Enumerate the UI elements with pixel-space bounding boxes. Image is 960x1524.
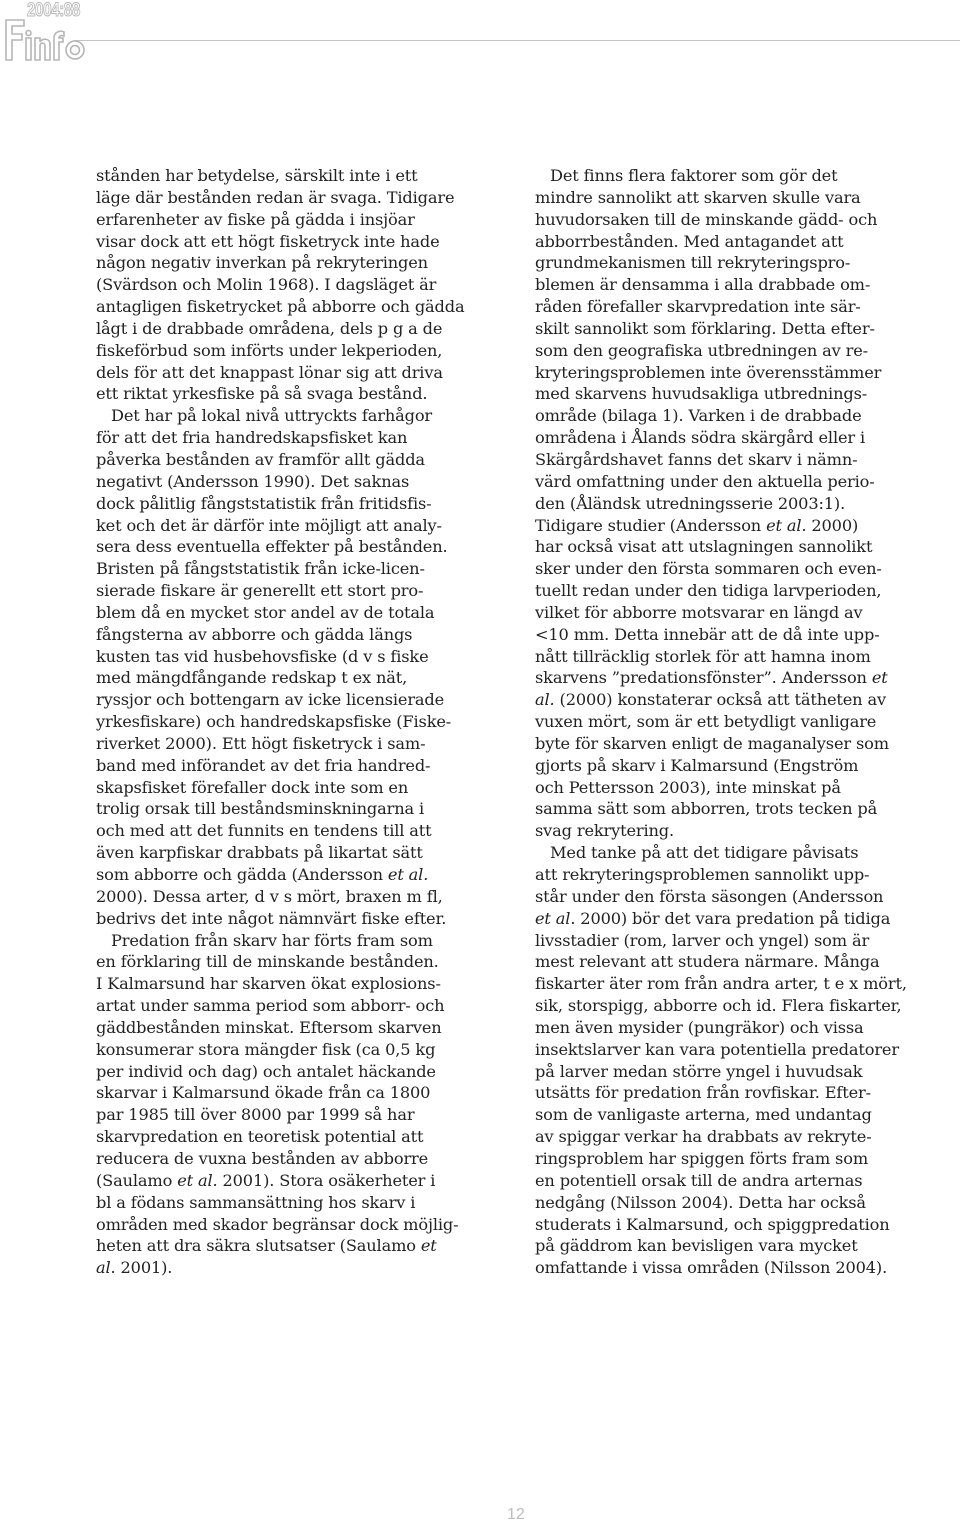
text-line: råden förefaller skarvpredation inte sär- [535,297,861,317]
text-line: gjorts på skarv i Kalmarsund (Engström [535,755,859,775]
text-line: konsumerar stora mängder fisk (ca 0,5 kg [96,1039,436,1059]
text-line: skapsfisket förefaller dock inte som en [96,777,409,797]
text-line: ett riktat yrkesfiske på så svaga bestånd. [96,384,428,404]
text-line: skarvar i Kalmarsund ökade från ca 1800 [96,1083,431,1103]
text-line: et al. 2000) bör det vara predation på tidiga [535,908,891,928]
text-line: skarvpredation en teoretisk potential att [96,1127,424,1147]
text-line: någon negativ inverkan på rekryteringen [96,253,428,273]
text-line: skilt sannolikt som förklaring. Detta efter- [535,318,875,338]
text-line: <10 mm. Detta innebär att de då inte upp- [535,624,880,644]
text-line: kusten tas vid husbehovsfiske (d v s fiske [96,646,429,666]
text-line: riverket 2000). Ett högt fisketryck i sam- [96,733,426,753]
text-line: studerats i Kalmarsund, och spiggpredation [535,1214,890,1234]
text-line: blem då en mycket stor andel av de totala [96,602,435,622]
text-line: kryteringsproblemen inte överensstämmer [535,362,882,382]
text-line: ringsproblem har spiggen förts fram som [535,1148,869,1168]
text-line: 2000). Dessa arter, d v s mört, braxen m fl, [96,886,443,906]
text-line: men även mysider (pungräkor) och vissa [535,1017,864,1037]
text-line: område (bilaga 1). Varken i de drabbade [535,406,862,426]
header-rule [74,40,960,41]
text-line: områden med skador begränsar dock möjlig- [96,1214,459,1234]
text-line: trolig orsak till beståndsminskningarna i [96,799,425,819]
text-line: på gäddrom kan bevisligen vara mycket [535,1236,858,1256]
text-line: yrkesfiskare) och handredskapsfiske (Fiske- [96,712,452,732]
text-line: grundmekanismen till rekryteringspro- [535,253,851,273]
text-line: som de vanligaste arterna, med undantag [535,1105,872,1125]
text-line: Med tanke på att det tidigare påvisats [535,843,859,863]
text-line: nedgång (Nilsson 2004). Detta har också [535,1192,866,1212]
text-line: mindre sannolikt att skarven skulle vara [535,187,861,207]
text-line: står under den första säsongen (Andersson [535,886,884,906]
text-line: även karpfiskar drabbats på likartat sätt [96,843,423,863]
text-line: områdena i Ålands södra skärgård eller i [535,428,866,448]
text-line: för att det fria handredskapsfisket kan [96,428,408,448]
text-line: gäddbestånden minskat. Eftersom skarven [96,1017,442,1037]
text-line: dels för att det knappast lönar sig att driva [96,362,443,382]
text-line: påverka bestånden av framför allt gädda [96,449,425,469]
text-line: huvudorsaken till de minskande gädd- och [535,209,878,229]
header [0,0,960,70]
text-line: stånden har betydelse, särskilt inte i ett [96,166,418,185]
text-line: Predation från skarv har förts fram som [96,930,433,950]
text-line: al. (2000) konstaterar också att tätheten av [535,690,886,710]
issue-number: 2004:88 [27,0,80,21]
text-line: med mängdfångande redskap t ex nät, [96,668,408,688]
text-line: dock pålitlig fångststatistik från fritidsfis- [96,493,432,513]
page-number: 12 [507,1506,525,1523]
text-line: nått tillräcklig storlek för att hamna inom [535,646,871,666]
text-line: sera dess eventuella effekter på bestånden. [96,537,448,557]
text-line: bedrivs det inte något nämnvärt fiske efter. [96,908,447,928]
text-line: utsätts för predation från rovfiskar. Efter- [535,1083,871,1103]
text-line: fiskarter äter rom från andra arter, t e x mört, [535,974,907,994]
text-line: den (Åländsk utredningsserie 2003:1). [535,493,846,513]
text-line: abborrbestånden. Med antagandet att [535,231,844,251]
text-line: vilket för abborre motsvarar en längd av [535,602,863,622]
left-column [96,165,516,1279]
text-line: fiskeförbud som införts under lekperioden, [96,340,443,360]
text-line: ket och det är därför inte möjligt att analy- [96,515,442,535]
text-line: par 1985 till över 8000 par 1999 så har [96,1105,415,1125]
text-line: sker under den första sommaren och even- [535,559,882,579]
text-line: reducera de vuxna bestånden av abborre [96,1148,429,1168]
text-line: läge där bestånden redan är svaga. Tidigare [96,187,455,207]
text-line: I Kalmarsund har skarven ökat explosions- [96,974,441,994]
text-line: blemen är densamma i alla drabbade om- [535,275,871,295]
finfo-logo [0,8,90,68]
text-line: omfattande i vissa områden (Nilsson 2004). [535,1258,888,1278]
text-line: artat under samma period som abborr- och [96,996,445,1016]
text-line: byte för skarven enligt de maganalyser som [535,733,889,753]
text-line: livsstadier (rom, larver och yngel) som är [535,930,870,950]
text-line: svag rekrytering. [535,821,675,841]
text-line: (Svärdson och Molin 1968). I dagsläget är [96,275,437,295]
text-line: en potentiell orsak till de andra arternas [535,1170,863,1190]
text-line: (Saulamo et al. 2001). Stora osäkerheter i [96,1170,436,1190]
text-line: lågt i de drabbade områdena, dels p g a de [96,318,443,338]
text-line: tuellt redan under den tidiga larvperioden, [535,581,882,601]
text-line: en förklaring till de minskande bestånden. [96,952,439,972]
text-line: Skärgårdshavet fanns det skarv i nämn- [535,449,858,469]
text-line: negativt (Andersson 1990). Det saknas [96,471,410,491]
text-line: visar dock att ett högt fisketryck inte hade [96,231,440,251]
text-line: Det finns flera faktorer som gör det [535,166,838,185]
text-line: att rekryteringsproblemen sannolikt upp- [535,865,870,884]
text-line: mest relevant att studera närmare. Många [535,952,880,972]
text-line: Det har på lokal nivå uttryckts farhågor [96,406,433,426]
text-line: Tidigare studier (Andersson et al. 2000) [535,515,859,535]
text-line: heten att dra säkra slutsatser (Saulamo et [96,1236,437,1256]
text-line: band med införandet av det fria handred- [96,755,431,775]
text-line: ryssjor och bottengarn av icke licensierade [96,690,445,710]
text-line: som abborre och gädda (Andersson et al. [96,865,429,884]
text-line: bl a födans sammansättning hos skarv i [96,1192,416,1212]
text-line: fångsterna av abborre och gädda längs [96,624,413,644]
text-line: på larver medan större yngel i huvudsak [535,1061,863,1081]
text-line: har också visat att utslagningen sannolikt [535,537,873,557]
text-line: samma sätt som abborren, trots tecken på [535,799,878,819]
text-line: insektslarver kan vara potentiella predatorer [535,1039,899,1059]
text-line: och med att det funnits en tendens till att [96,821,432,841]
text-line: skarvens ”predationsfönster”. Andersson et [535,668,888,688]
text-line: al. 2001). [96,1258,173,1278]
text-line: och Pettersson 2003), inte minskat på [535,777,841,797]
text-line: Bristen på fångststatistik från icke-licen- [96,559,425,579]
text-line: erfarenheter av fiske på gädda i insjöar [96,209,415,229]
text-line: per individ och dag) och antalet häckande [96,1061,436,1081]
text-line: vuxen mört, som är ett betydligt vanligare [535,712,877,732]
text-line: sik, storspigg, abborre och id. Flera fiskarter, [535,996,902,1016]
text-line: värd omfattning under den aktuella perio- [535,471,875,491]
text-line: sierade fiskare är generellt ett stort pro- [96,581,424,601]
text-line: av spiggar verkar ha drabbats av rekryte- [535,1127,872,1147]
text-line: med skarvens huvudsakliga utbrednings- [535,384,868,404]
text-line: antagligen fisketrycket på abborre och gädda [96,297,465,317]
text-line: som den geografiska utbredningen av re- [535,340,868,360]
right-column [535,165,955,1279]
